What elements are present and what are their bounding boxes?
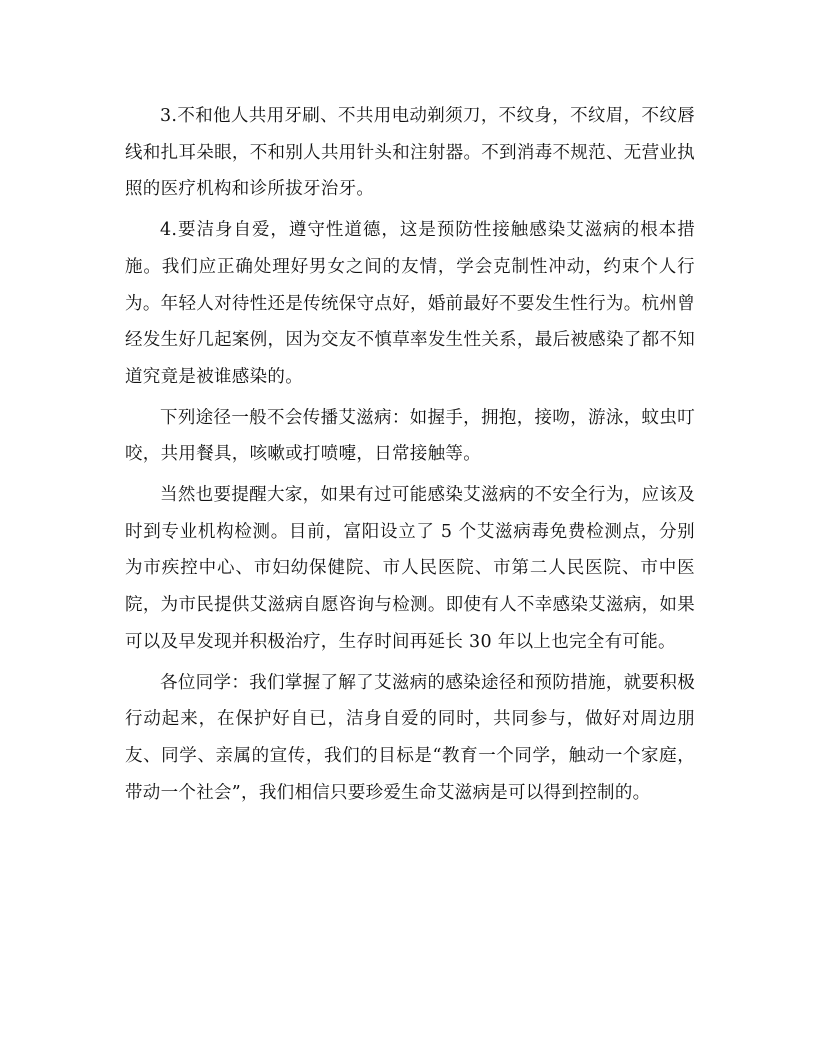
paragraph-sexual-morality: 4.要洁身自爱，遵守性道德，这是预防性接触感染艾滋病的根本措施。我们应正确处理好男女之间的友情，学会克制性冲动，约束个人行为。年轻人对待性还是传统保守点好，婚前最好不要发生性行为。杭州曾经发生好几起案例，因为交友不慎草率发生性关系，最后被感染了都不知道究竟是被谁感染的。: [125, 220, 695, 387]
paragraph-non-transmission: 下列途径一般不会传播艾滋病：如握手，拥抱，接吻，游泳，蚊虫叮咬，共用餐具，咳嗽或打喷嚏，日常接触等。: [125, 407, 695, 465]
paragraph-call-to-action: 各位同学：我们掌握了解了艾滋病的感染途径和预防措施，就要积极行动起来，在保护好自已，洁身自爱的同时，共同参与，做好对周边朋友、同学、亲属的宣传，我们的目标是“教育一个同学，触动一个家庭，带动一个社会”，我们相信只要珍爱生命艾滋病是可以得到控制的。: [125, 672, 695, 803]
paragraph-sharing-items: 3.不和他人共用牙刷、不共用电动剃须刀，不纹身，不纹眉，不纹唇线和扎耳朵眼，不和别人共用针头和注射器。不到消毒不规范、无营业执照的医疗机构和诊所拔牙治牙。: [125, 106, 695, 200]
document-body: [125, 98, 695, 815]
paragraph-testing-points: 当然也要提醒大家，如果有过可能感染艾滋病的不安全行为，应该及时到专业机构检测。目前，富阳设立了 5 个艾滋病毒免费检测点，分别为市疾控中心、市妇幼保健院、市人民医院、市第二人民医院、市中医院，为市民提供艾滋病自愿咨询与检测。即使有人不幸感染艾滋病，如果可以及早发现并积极治疗，生存时间再延长 30 年以上也完全有可能。: [125, 485, 695, 652]
